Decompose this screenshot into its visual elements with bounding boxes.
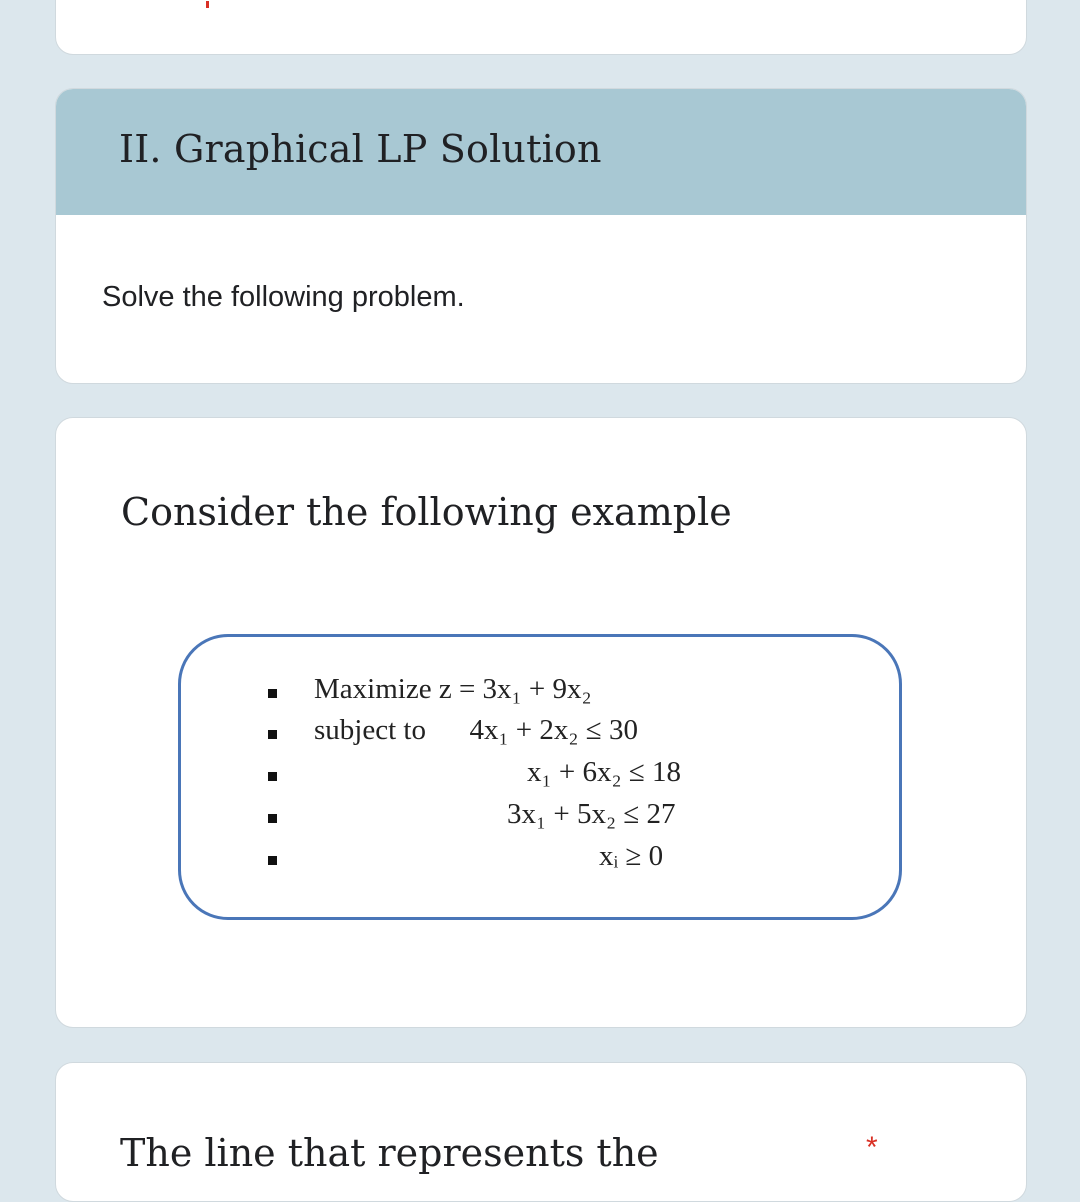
section-title: II. Graphical LP Solution [119,127,602,171]
formula-text: subject to 4x₁ + 2x₂ ≤ 30 [314,714,638,746]
bullet-icon [268,772,277,781]
bullet-icon [268,689,277,698]
next-question-card [55,1062,1027,1202]
formula-text: Maximize z = 3x₁ + 9x₂ [314,673,592,705]
example-title: Consider the following example [121,490,732,534]
bullet-icon [268,814,277,823]
required-indicator-mark [206,1,209,8]
bullet-icon [268,856,277,865]
section-header [56,89,1026,215]
formula-text: 3x₁ + 5x₂ ≤ 27 [507,798,676,830]
formula-line-constraint-3 [181,796,899,838]
lp-formula-image [178,634,902,920]
section-card [55,88,1027,384]
next-question-title: The line that represents the [120,1131,659,1175]
section-description: Solve the following problem. [102,281,465,313]
formula-line-objective [181,671,899,713]
formula-line-constraint-2 [181,754,899,796]
required-star-icon: * [866,1131,878,1164]
formula-line-constraint-1 [181,712,899,754]
formula-text: x₁ + 6x₂ ≤ 18 [527,756,681,788]
bullet-icon [268,730,277,739]
example-card [55,417,1027,1028]
formula-text: xᵢ ≥ 0 [599,840,664,872]
previous-question-card [55,0,1027,55]
formula-line-nonnegativity [181,838,899,880]
